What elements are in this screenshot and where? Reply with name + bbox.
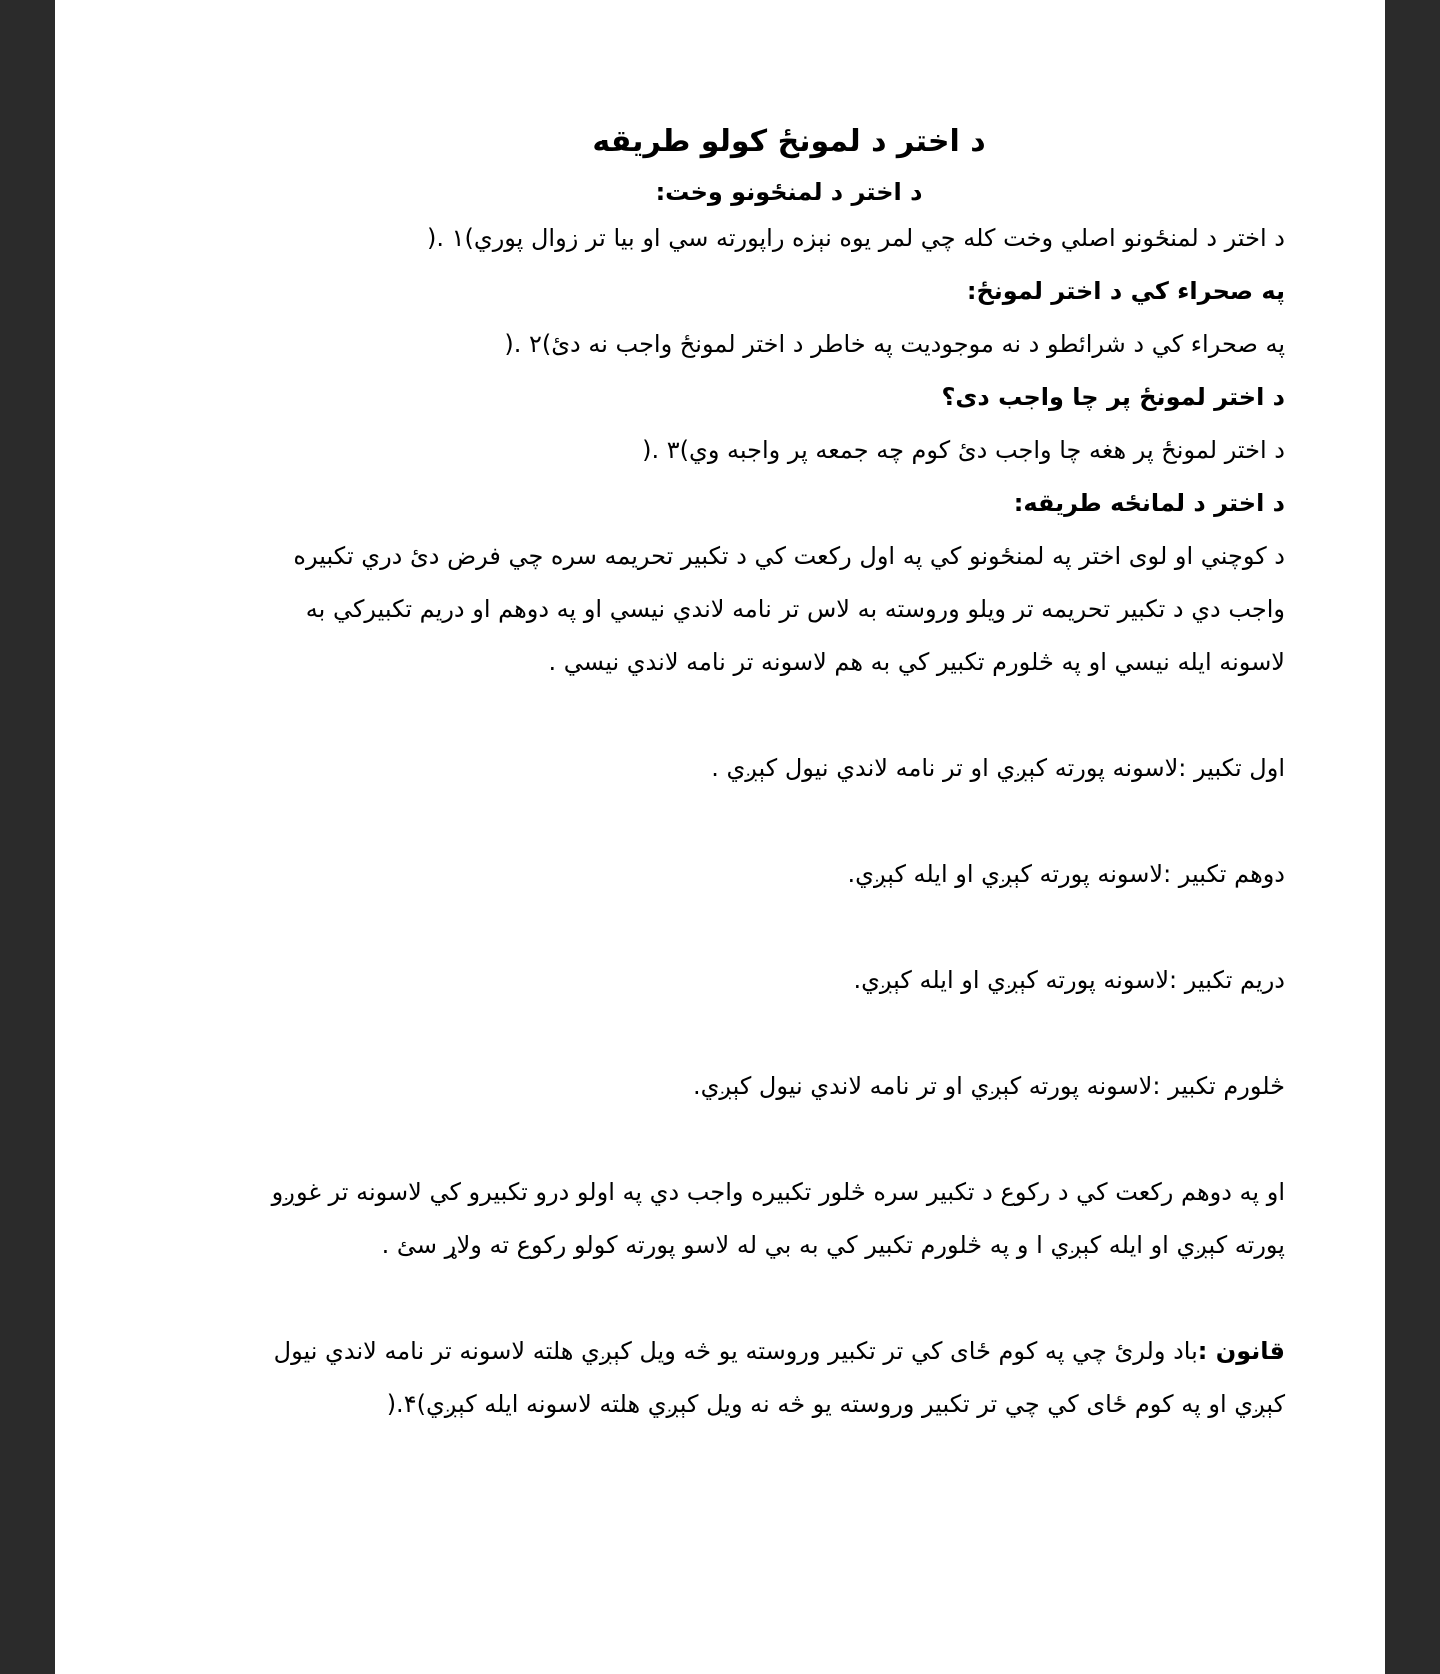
rule-label: قانون :: [1197, 1337, 1285, 1365]
section-heading-prayer-time: د اختر د لمنځونو وخت:: [655, 178, 923, 206]
spacer: [265, 901, 1285, 954]
spacer: [265, 1272, 1285, 1325]
takbir-second: دوهم تکبیر :لاسونه پورته کېږي او ایله کېږي.: [847, 860, 1285, 888]
spacer: [265, 795, 1285, 848]
takbir-fourth: څلورم تکبیر :لاسونه پورته کېږي او تر نامه لاندي نیول کېږي.: [692, 1072, 1285, 1100]
paragraph-rule: [265, 1325, 1285, 1431]
section-heading-desert-prayer: په صحراء کي د اختر لمونځ:: [966, 277, 1285, 305]
document-body: [265, 120, 1285, 1431]
paragraph-prayer-time: د اختر د لمنځونو اصلي وخت کله چي لمر یوه نېزه راپورته سي او بيا تر زوال پوري)١ .(: [427, 224, 1285, 252]
paragraph-second-rakat: او په دوهم رکعت کي د رکوع د تکبیر سره څلور تکبیره واجب دي په اولو درو تکبیرو کي لاسونه تر غوږو پورته کېږي او ایله کېږي ا و په څلورم تکبیر کي به بي له لاسو پورته کولو رکوع ته ولاړ سئ .: [271, 1178, 1285, 1259]
rule-text: باد ولرئ چي په کوم ځای کي تر تکبیر وروسته یو څه ویل کېږي هلته لاسونه تر نامه لاندي نیول کېږي او په کوم ځای کي چي تر تکبیر وروسته یو څه نه ویل کېږي هلته لاسونه ایله کېږي)۴.(: [273, 1337, 1285, 1418]
takbir-third: دریم تکبیر :لاسونه پورته کېږي او ایله کېږي.: [853, 966, 1285, 994]
paragraph-method: د کوچني او لوی اختر په لمنځونو کي په اول رکعت کي د تکبیر تحریمه سره چي فرض دئ دري تکبیره واجب دي د تکبیر تحریمه تر ویلو وروسته به لاس تر نامه لاندي نیسي او په دوهم او دریم تکبیرکي به لاسونه ایله نیسي او په څلورم تکبیر کي به هم لاسونه تر نامه لاندي نیسي .: [293, 542, 1285, 676]
paragraph-obligation: د اختر لمونځ پر هغه چا واجب دئ کوم چه جمعه پر واجبه وي)٣ .(: [642, 436, 1285, 464]
document-page: [55, 0, 1385, 1674]
takbir-first: اول تکبیر :لاسونه پورته کېږي او تر نامه لاندي نیول کېږي .: [711, 754, 1285, 782]
spacer: [265, 1007, 1285, 1060]
section-heading-obligation: د اختر لمونځ پر چا واجب دی؟: [941, 383, 1285, 411]
paragraph-desert-prayer: په صحراء کي د شرائطو د نه موجودیت په خاطر د اختر لمونځ واجب نه دئ)٢ .(: [504, 330, 1285, 358]
spacer: [265, 1113, 1285, 1166]
page-title: د اختر د لمونځ کولو طریقه: [592, 124, 986, 159]
section-heading-method: د اختر د لمانځه طریقه:: [1013, 489, 1285, 517]
spacer: [265, 689, 1285, 742]
